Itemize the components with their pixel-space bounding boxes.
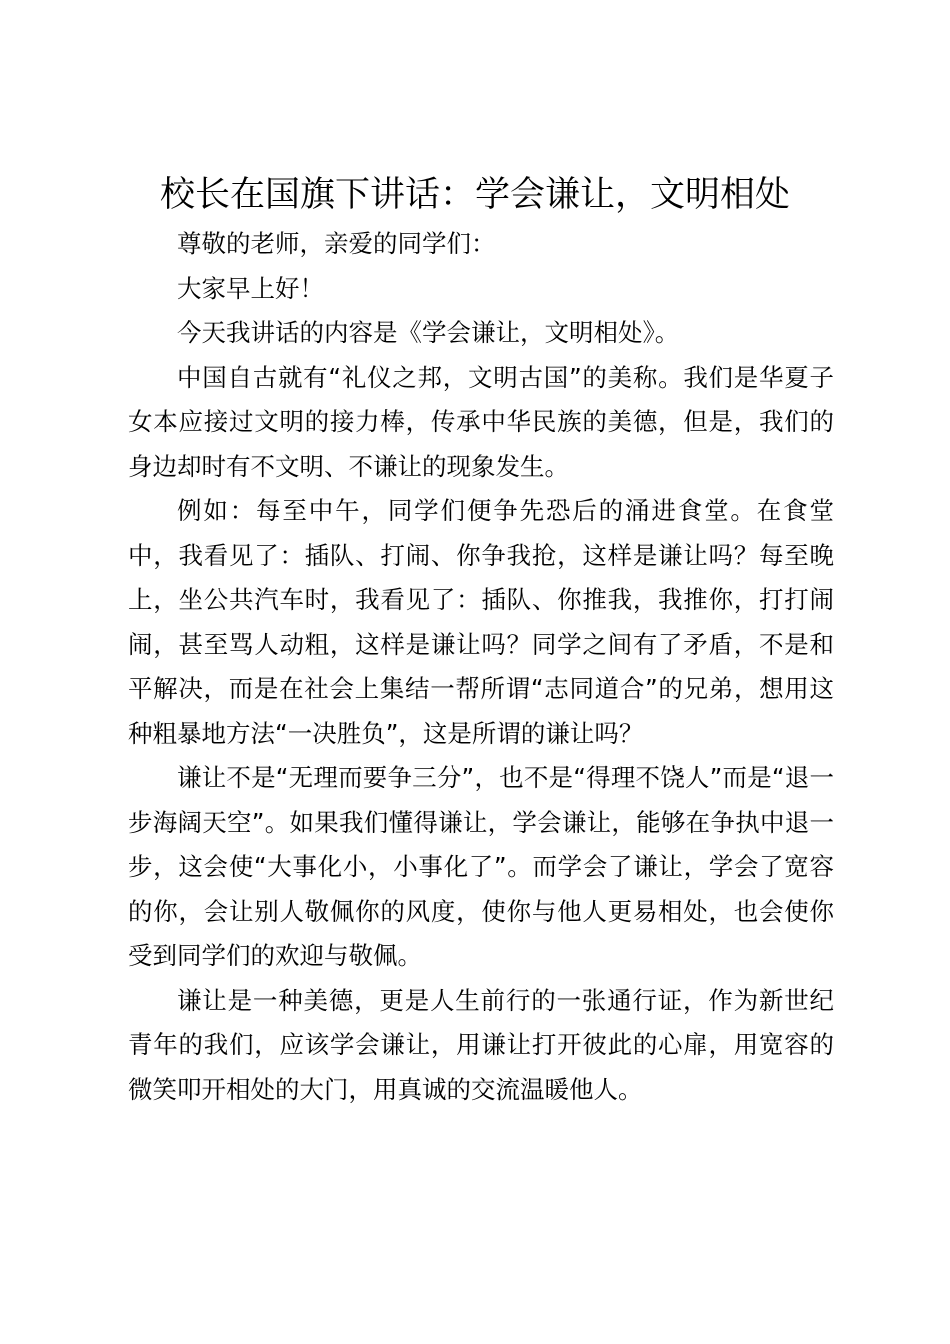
body-paragraph: 中国自古就有“礼仪之邦，文明古国”的美称。我们是华夏子女本应接过文明的接力棒，传承中华民族的美德，但是，我们的身边却时有不文明、不谦让的现象发生。 xyxy=(128,362,834,481)
document-body xyxy=(128,222,834,1112)
body-paragraph: 例如：每至中午，同学们便争先恐后的涌进食堂。在食堂中，我看见了：插队、打闹、你争我抢，这样是谦让吗？每至晚上，坐公共汽车时，我看见了：插队、你推我，我推你，打打闹闹，甚至骂人动粗，这样是谦让吗？同学之间有了矛盾，不是和平解决，而是在社会上集结一帮所谓“志同道合”的兄弟，想用这种粗暴地方法“一决胜负”，这是所谓的谦让吗？ xyxy=(128,496,834,748)
body-paragraph: 谦让不是“无理而要争三分”，也不是“得理不饶人”而是“退一步海阔天空”。如果我们懂得谦让，学会谦让，能够在争执中退一步，这会使“大事化小，小事化了”。而学会了谦让，学会了宽容的你，会让别人敬佩你的风度，使你与他人更易相处，也会使你受到同学们的欢迎与敬佩。 xyxy=(128,763,834,970)
document-title: 校长在国旗下讲话：学会谦让，文明相处 xyxy=(159,175,790,215)
body-paragraph: 今天我讲话的内容是《学会谦让，文明相处》。 xyxy=(177,318,680,347)
body-paragraph: 谦让是一种美德，更是人生前行的一张通行证，作为新世纪青年的我们，应该学会谦让，用谦让打开彼此的心扉，用宽容的微笑叩开相处的大门，用真诚的交流温暖他人。 xyxy=(128,985,834,1104)
greeting: 大家早上好！ xyxy=(177,273,324,303)
salutation: 尊敬的老师，亲爱的同学们： xyxy=(177,229,496,258)
